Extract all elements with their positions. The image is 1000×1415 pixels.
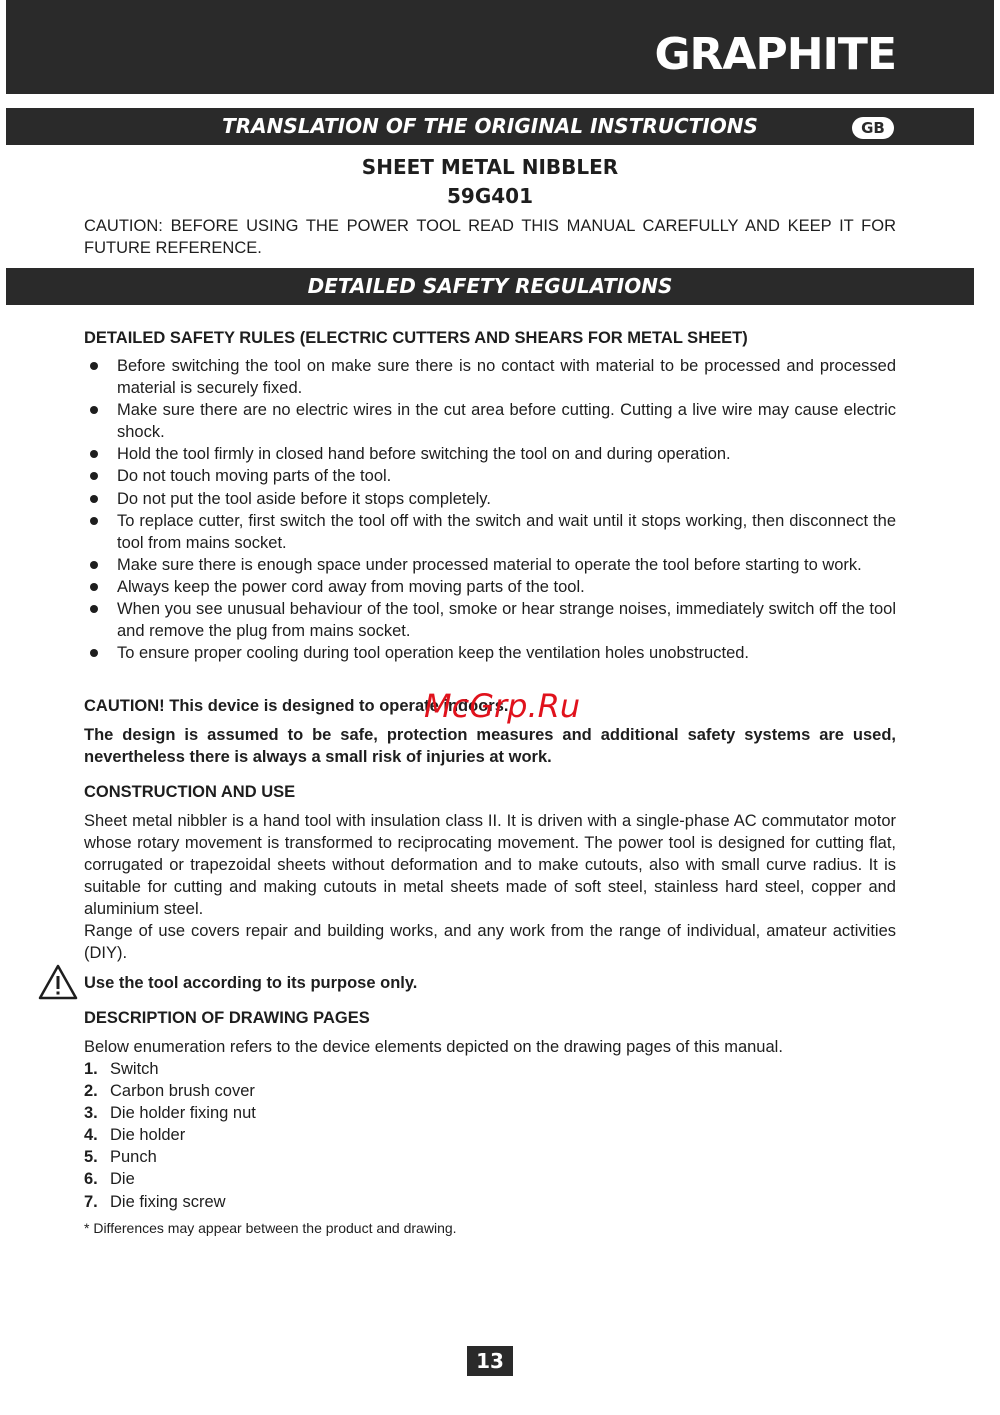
- watermark: McGrp.Ru: [424, 687, 581, 725]
- list-item: [84, 1080, 256, 1102]
- rule-text: Always keep the power cord away from moving parts of the tool.: [117, 577, 585, 596]
- list-item: [84, 399, 896, 443]
- part-label: Die holder: [110, 1126, 186, 1145]
- bullet-icon: [90, 406, 98, 414]
- drawing-pages-heading: DESCRIPTION OF DRAWING PAGES: [84, 1009, 370, 1027]
- brand-logo: GRAPHITE: [654, 29, 896, 80]
- list-item: [84, 598, 896, 642]
- rule-text: Do not put the tool aside before it stops completely.: [117, 489, 491, 508]
- list-item: [84, 465, 896, 487]
- bullet-icon: [90, 472, 98, 480]
- rule-text: Make sure there are no electric wires in the cut area before cutting. Cutting a live wire may cause electric shock.: [117, 401, 896, 442]
- part-number: 2.: [84, 1082, 98, 1101]
- language-badge: GB: [852, 117, 894, 139]
- list-item: [84, 554, 896, 576]
- safety-regulations-banner: DETAILED SAFETY REGULATIONS: [6, 268, 974, 305]
- list-item: [84, 642, 896, 664]
- drawing-intro: Below enumeration refers to the device elements depicted on the drawing pages of this manual.: [84, 1038, 783, 1056]
- caution-indoors: CAUTION! This device is designed to operate indoors.: [84, 697, 509, 715]
- page-header: [6, 0, 994, 94]
- part-number: 3.: [84, 1104, 98, 1123]
- list-item: [84, 1168, 256, 1190]
- part-number: 1.: [84, 1060, 98, 1078]
- part-number: 6.: [84, 1170, 98, 1189]
- rule-text: Hold the tool firmly in closed hand before switching the tool on and during operation.: [117, 445, 731, 464]
- part-number: 5.: [84, 1148, 98, 1167]
- safety-rules-list: [84, 355, 896, 664]
- safety-rules-heading: DETAILED SAFETY RULES (ELECTRIC CUTTERS AND SHEARS FOR METAL SHEET): [84, 329, 748, 347]
- bullet-icon: [90, 649, 98, 657]
- part-label: Punch: [110, 1148, 157, 1167]
- rule-text: To replace cutter, first switch the tool off with the switch and wait until it stops working, then disconnect the tool from mains socket.: [117, 511, 896, 552]
- part-number: 7.: [84, 1192, 98, 1211]
- construction-body: Sheet metal nibbler is a hand tool with insulation class II. It is driven with a single-phase AC commutator motor whose rotary movement is transformed to reciprocating movement. The power tool is designed for cutting flat, corrugated or trapezoidal sheets without deformation and to make cutouts, also with small curve radius. It is suitable for cutting and making cutouts in metal sheets made of soft steel, stainless hard steel, copper and aluminium steel.: [84, 812, 896, 918]
- part-label: Die holder fixing nut: [110, 1104, 256, 1123]
- list-item: [84, 1058, 256, 1080]
- rule-text: Make sure there is enough space under processed material to operate the tool before starting to work.: [117, 555, 862, 574]
- list-item: [84, 576, 896, 598]
- bullet-icon: [90, 583, 98, 591]
- bullet-icon: [90, 517, 98, 525]
- part-label: Switch: [110, 1060, 159, 1078]
- caution-intro: CAUTION: BEFORE USING THE POWER TOOL READ THIS MANUAL CAREFULLY AND KEEP IT FOR FUTURE REFERENCE.: [84, 217, 896, 257]
- rule-text: Do not touch moving parts of the tool.: [117, 467, 392, 486]
- product-model: 59G401: [447, 184, 533, 208]
- bullet-icon: [90, 605, 98, 613]
- bullet-icon: [90, 362, 98, 370]
- warning-triangle-icon: [38, 964, 78, 1000]
- list-item: [84, 1124, 256, 1146]
- product-name: SHEET METAL NIBBLER: [361, 155, 619, 179]
- page-number: 13: [467, 1346, 513, 1376]
- bullet-icon: [90, 450, 98, 458]
- range-of-use: Range of use covers repair and building works, and any work from the range of individual, amateur activities (DIY).: [84, 922, 896, 962]
- construction-heading: CONSTRUCTION AND USE: [84, 783, 296, 801]
- design-note: The design is assumed to be safe, protection measures and additional safety systems are used, nevertheless there is always a small risk of injuries at work.: [84, 726, 896, 766]
- bullet-icon: [90, 561, 98, 569]
- list-item: [84, 1191, 256, 1213]
- purpose-warning: Use the tool according to its purpose only.: [84, 974, 418, 992]
- part-number: 4.: [84, 1126, 98, 1145]
- rule-text: When you see unusual behaviour of the tool, smoke or hear strange noises, immediately switch off the tool and remove the plug from mains socket.: [117, 600, 896, 641]
- list-item: [84, 355, 896, 399]
- parts-list: [84, 1058, 256, 1213]
- rule-text: To ensure proper cooling during tool operation keep the ventilation holes unobstructed.: [117, 644, 750, 663]
- list-item: [84, 510, 896, 554]
- translation-banner: TRANSLATION OF THE ORIGINAL INSTRUCTIONS: [6, 108, 974, 145]
- list-item: [84, 443, 896, 465]
- part-label: Carbon brush cover: [110, 1082, 255, 1101]
- part-label: Die: [110, 1170, 135, 1189]
- list-item: [84, 1102, 256, 1124]
- rule-text: Before switching the tool on make sure there is no contact with material to be processed and processed material is securely fixed.: [117, 357, 896, 398]
- bullet-icon: [90, 495, 98, 503]
- part-label: Die fixing screw: [110, 1192, 226, 1211]
- list-item: [84, 1146, 256, 1168]
- list-item: [84, 488, 896, 510]
- drawing-footnote: * Differences may appear between the product and drawing.: [84, 1220, 457, 1236]
